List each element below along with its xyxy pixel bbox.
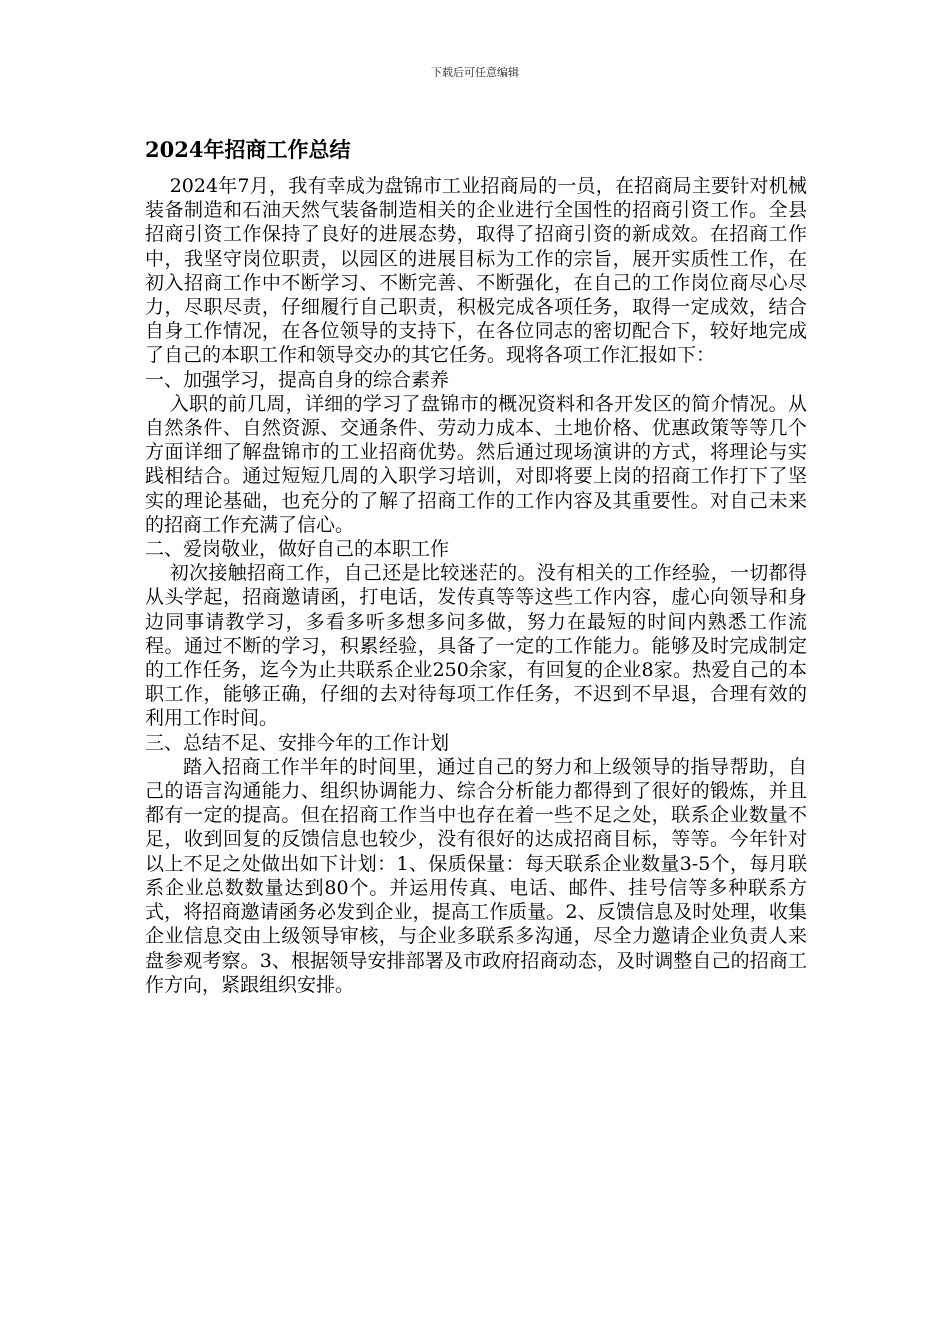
section-heading-1: 一、加强学习，提高自身的综合素养: [145, 368, 450, 391]
section-body-2: 初次接触招商工作，自己还是比较迷茫的。没有相关的工作经验，一切都得从头学起，招商邀请函，打电话，发传真等等这些工作内容，虚心向领导和身边同事请教学习，多看多听多想多问多做，努力在最短的时间内熟悉工作流程。通过不断的学习，积累经验，具备了一定的工作能力。能够及时完成制定的工作任务，迄今为止共联系企业250余家，有回复的企业8家。热爱自己的本职工作，能够正确，仔细的去对待每项工作任务，不迟到不早退，合理有效的利用工作时间。: [145, 562, 807, 730]
section-body-3: 踏入招商工作半年的时间里，通过自己的努力和上级领导的指导帮助，自己的语言沟通能力、组织协调能力、综合分析能力都得到了很好的锻炼，并且都有一定的提高。但在招商工作当中也存在着一些不足之处，联系企业数量不足，收到回复的反馈信息也较少，没有很好的达成招商目标，等等。今年针对以上不足之处做出如下计划：1、保质保量：每天联系企业数量3-5个，每月联系企业总数数量达到80个。并运用传真、电话、邮件、挂号信等多种联系方式，将招商邀请函务必发到企业，提高工作质量。2、反馈信息及时处理，收集企业信息交由上级领导审核，与企业多联系多沟通，尽全力邀请企业负责人来盘参观考察。3、根据领导安排部署及市政府招商动态，及时调整自己的招商工作方向，紧跟组织安排。: [145, 755, 807, 996]
intro-paragraph: 2024年7月，我有幸成为盘锦市工业招商局的一员，在招商局主要针对机械装备制造和石油天然气装备制造相关的企业进行全国性的招商引资工作。全县招商引资工作保持了良好的进展态势，取得了招商引资的新成效。在招商工作中，我坚守岗位职责，以园区的进展目标为工作的宗旨，展开实质性工作，在初入招商工作中不断学习、不断完善、不断强化，在自己的工作岗位商尽心尽力，尽职尽责，仔细履行自己职责，积极完成各项任务，取得一定成效，结合自身工作情况，在各位领导的支持下，在各位同志的密切配合下，较好地完成了自己的本职工作和领导交办的其它任务。现将各项工作汇报如下：: [145, 175, 807, 367]
document-title: 2024年招商工作总结: [145, 137, 351, 162]
section-body-1: 入职的前几周，详细的学习了盘锦市的概况资料和各开发区的简介情况。从自然条件、自然资源、交通条件、劳动力成本、土地价格、优惠政策等等几个方面详细了解盘锦市的工业招商优势。然后通过现场演讲的方式，将理论与实践相结合。通过短短几周的入职学习培训，对即将要上岗的招商工作打下了坚实的理论基础，也充分的了解了招商工作的工作内容及其重要性。对自己未来的招商工作充满了信心。: [145, 392, 807, 536]
page-header-note: 下载后可任意编辑: [431, 66, 519, 79]
section-heading-2: 二、爱岗敬业，做好自己的本职工作: [145, 538, 450, 561]
section-heading-3: 三、总结不足、安排今年的工作计划: [145, 731, 450, 754]
document-body: [145, 136, 807, 997]
